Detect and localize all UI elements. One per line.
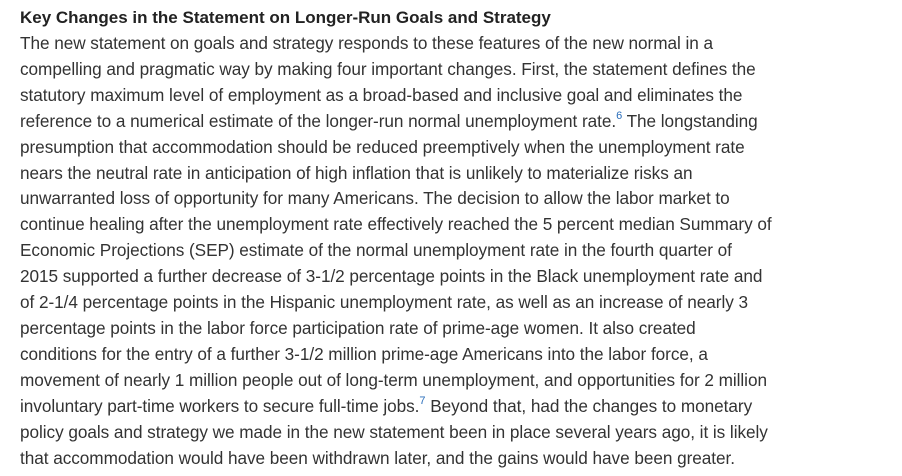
paragraph-line: continue healing after the unemployment rate effectively reached the 5 percent median Summary of (20, 214, 772, 235)
paragraph-line: policy goals and strategy we made in the new statement been in place several years ago, it is likely (20, 421, 768, 442)
paragraph-line: presumption that accommodation should be reduced preemptively when the unemployment rate (20, 136, 745, 157)
paragraph-line: statutory maximum level of employment as a broad-based and inclusive goal and eliminates the (20, 84, 743, 105)
paragraph-line: unwarranted loss of opportunity for many Americans. The decision to allow the labor market to (20, 188, 730, 209)
line-text: reference to a numerical estimate of the longer-run normal unemployment rate. (20, 110, 617, 131)
line-text: Beyond that, had the changes to monetary (425, 395, 753, 416)
paragraph-line (20, 109, 890, 135)
section-heading: Key Changes in the Statement on Longer-Run Goals and Strategy (20, 8, 551, 27)
paragraph-line: 2015 supported a further decrease of 3-1/2 percentage points in the Black unemployment rate and (20, 266, 763, 287)
body-paragraph (20, 31, 890, 471)
paragraph-line: Economic Projections (SEP) estimate of the normal unemployment rate in the fourth quarter of (20, 240, 732, 261)
line-text: involuntary part-time workers to secure full-time jobs. (20, 395, 420, 416)
footnote-6-link[interactable]: 6 (616, 109, 623, 122)
paragraph-line: The new statement on goals and strategy responds to these features of the new normal in a (20, 33, 714, 53)
paragraph-line: percentage points in the labor force participation rate of prime-age women. It also created (20, 317, 696, 338)
paragraph-line: conditions for the entry of a further 3-1/2 million prime-age Americans into the labor force, a (20, 343, 708, 364)
paragraph-line: nears the neutral rate in anticipation of high inflation that is unlikely to materialize risks an (20, 162, 693, 183)
paragraph-line: movement of nearly 1 million people out of long-term unemployment, and opportunities for 2 million (20, 369, 767, 390)
footnote-7-link[interactable]: 7 (419, 394, 426, 407)
footnote-7-marker[interactable] (419, 395, 425, 407)
paragraph-line: compelling and pragmatic way by making four important changes. First, the statement defines the (20, 58, 756, 79)
paragraph-line (20, 394, 890, 420)
paragraph-line: that accommodation would have been withdrawn later, and the gains would have been greater. (20, 447, 735, 468)
paragraph-line: of 2-1/4 percentage points in the Hispanic unemployment rate, as well as an increase of nearly 3 (20, 292, 748, 313)
footnote-6-marker[interactable] (616, 110, 622, 122)
line-text: The longstanding (622, 110, 758, 131)
